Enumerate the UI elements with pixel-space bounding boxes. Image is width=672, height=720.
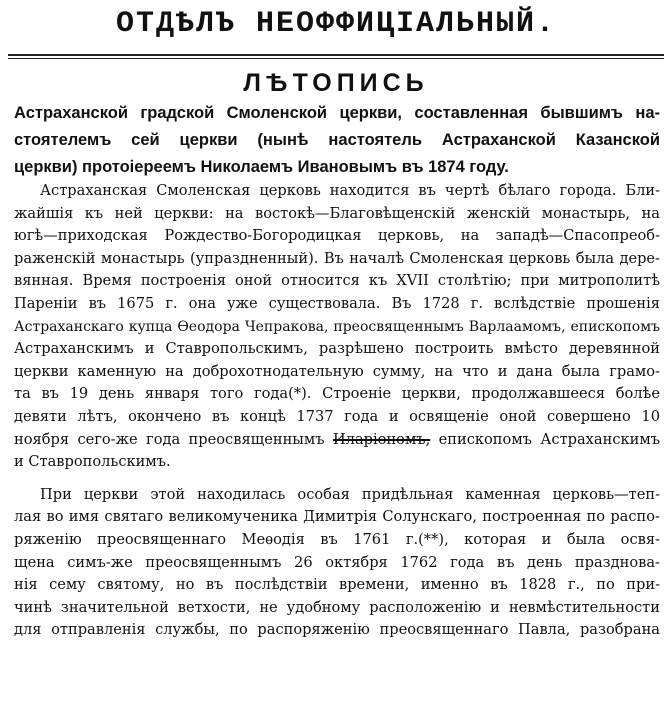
text-line: щена симъ-же преосвященнымъ 26 октября 1762 года въ день празднова- <box>14 553 660 571</box>
struck-text: Иларіономъ, <box>332 430 431 448</box>
text-line: вянная. Время построенія оной относится къ XVII столѣтію; при митрополитѣ <box>14 272 660 290</box>
text-segment: ноября сего-же года преосвященнымъ <box>14 430 333 448</box>
text-line: для отправленія службы, по распоряженію преосвященнаго Павла, разобрана <box>14 621 660 639</box>
text-segment: епископомъ Астраханскимъ <box>430 430 660 448</box>
text-line-with-strikethrough <box>14 429 660 452</box>
chronicle-subtitle <box>14 100 660 181</box>
chronicle-title: ЛѢТОПИСЬ <box>243 69 429 97</box>
text-line: югѣ—приходская Рождество-Богородицкая церковь, на западѣ—Спасопреоб- <box>14 227 660 245</box>
title-rule-thick <box>8 54 664 56</box>
subtitle-line: Астраханской градской Смоленской церкви, составленная бывшимъ на- <box>14 104 660 122</box>
text-line: ряженію преосвященнаго Меѳодія въ 1761 г.(**), которая и была освя- <box>14 530 660 548</box>
text-line: и Ставропольскимъ. <box>14 453 171 471</box>
paragraph-2 <box>14 484 660 642</box>
title-rule-thin <box>8 58 664 59</box>
text-line: Пареніи въ 1675 г. она уже существовала. Въ 1728 г. вслѣдствіе прошенія <box>14 294 660 312</box>
text-line: нія сему святому, но въ послѣдствіи времени, именно въ 1828 г., по при- <box>14 576 660 594</box>
text-line: девяти лѣтъ, окончено въ концѣ 1737 года и освященіе оной совершено 10 <box>14 407 660 425</box>
text-line: При церкви этой находилась особая придѣльная каменная церковь—теп- <box>40 485 660 503</box>
subtitle-line: церкви) протоіереемъ Николаемъ Ивановымъ въ 1874 году. <box>14 158 509 176</box>
text-line: Астраханская Смоленская церковь находится въ чертѣ бѣлаго города. Бли- <box>40 182 660 199</box>
text-line: раженскій монастырь (упраздненный). Въ началѣ Смоленская церковь была дере- <box>14 249 660 267</box>
text-line: жайшія къ ней церкви: на востокѣ—Благовѣщенскій женскій монастырь, на <box>14 204 660 222</box>
text-line: Астраханскаго купца Өеодора Чепракова, преосвященнымъ Варлаамомъ, епископомъ <box>14 318 660 335</box>
text-line: лая во имя святаго великомученика Димитрія Солунскаго, построенная по распо- <box>14 508 660 526</box>
text-line: церкви каменную на доброхотнодательную сумму, на что и дана была грамо- <box>14 362 660 380</box>
subtitle-line: стоятелемъ сей церкви (нынѣ настоятель Астраханской Казанской <box>14 131 660 149</box>
text-line: чинѣ значительной ветхости, не удобному расположенію и невмѣстительности <box>14 598 660 616</box>
text-line: та въ 19 день января того года(*). Строеніе церкви, продолжавшееся болѣе <box>14 385 660 403</box>
text-line: Астраханскимъ и Ставропольскимъ, разрѣшено построить вмѣсто деревянной <box>14 340 660 358</box>
article-body <box>14 180 660 642</box>
section-title: ОТДѢЛЪ НЕОФФИЦІАЛЬНЫЙ. <box>115 7 557 41</box>
paragraph-1 <box>14 180 660 474</box>
